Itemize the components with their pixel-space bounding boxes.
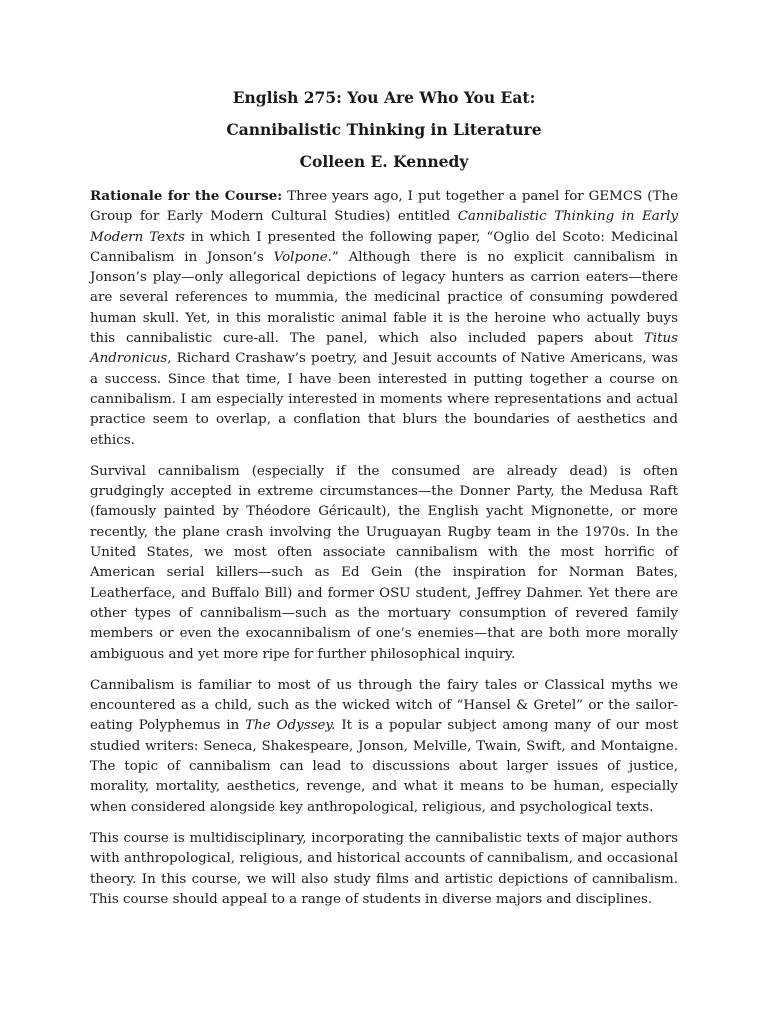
italic-title: Cannibalistic Thinking in Early Modern Texts <box>90 209 679 245</box>
text-run: Cannibalism is familiar to most of us through the fairy tales or Classical myths we encountered as a child, such as the wicked witch of “Hansel & Gretel” or the sailor-eating Polyphemus in <box>90 677 678 734</box>
text-run: in which I presented the following paper, “Oglio del Scoto: Medicinal Cannibalism in Jonson’s <box>90 229 678 265</box>
title-block <box>90 88 678 172</box>
paragraph <box>90 829 678 910</box>
text-run: , Richard Crashaw’s poetry, and Jesuit accounts of Native Americans, was a success. Since that time, I have been interested in putting together a course on cannibalism. I am especially interested in moments where representations and actual practice seem to overlap, a conflation that blurs the boundaries of aesthetics and ethics. <box>90 351 678 448</box>
document-page <box>90 88 678 921</box>
text-run: This course is multidisciplinary, incorporating the cannibalistic texts of major authors with anthropological, religious, and historical accounts of cannibalism, and occasional theory. In this course, we will also study films and artistic depictions of cannibalism. This course should appeal to a range of students in diverse majors and disciplines. <box>90 830 678 907</box>
italic-title: Volpone <box>273 249 328 265</box>
paragraph <box>90 186 678 451</box>
text-run: It is a popular subject among many of our most studied writers: Seneca, Shakespeare, Jonson, Melville, Twain, Swift, and Montaigne. The topic of cannibalism can lead to discussions about larger issues of justice, morality, mortality, aesthetics, revenge, and what it means to be human, especially when considered alongside key anthropological, religious, and psychological texts. <box>90 718 679 815</box>
paragraph <box>90 676 678 818</box>
italic-title: Titus Andronicus <box>90 331 678 367</box>
body-text <box>90 186 678 910</box>
author-name: Colleen E. Kennedy <box>299 152 469 171</box>
italic-title: The Odyssey. <box>245 718 336 734</box>
text-run: Survival cannibalism (especially if the consumed are already dead) is often grudgingly accepted in extreme circumstances—the Donner Party, the Medusa Raft (famously painted by Théodore Géricault), the English yacht Mignonette, or more recently, the plane crash involving the Uruguayan Rugby team in the 1970s. In the United States, we most often associate cannibalism with the most horrific of American serial killers—such as Ed Gein (the inspiration for Norman Bates, Leatherface, and Buffalo Bill) and former OSU student, Jeffrey Dahmer. Yet there are other types of cannibalism—such as the mortuary consumption of revered family members or even the exocannibalism of one’s enemies—that are both more morally ambiguous and yet more ripe for further philosophical inquiry. <box>90 463 678 662</box>
paragraph <box>90 462 678 665</box>
text-run: .” Although there is no explicit cannibalism in Jonson’s play—only allegorical depictions of legacy hunters as carrion eaters—there are several references to mummia, the medicinal practice of consuming powdered human skull. Yet, in this moralistic animal fable it is the heroine who actually buys this cannibalistic cure-all. The panel, which also included papers about <box>90 249 678 347</box>
course-title: English 275: You Are Who You Eat: <box>232 88 536 107</box>
text-run: Three years ago, I put together a panel for GEMCS (The Group for Early Modern Cultural Studies) entitled <box>90 189 678 225</box>
section-label: Rationale for the Course: <box>90 188 283 204</box>
course-subtitle: Cannibalistic Thinking in Literature <box>226 120 542 139</box>
